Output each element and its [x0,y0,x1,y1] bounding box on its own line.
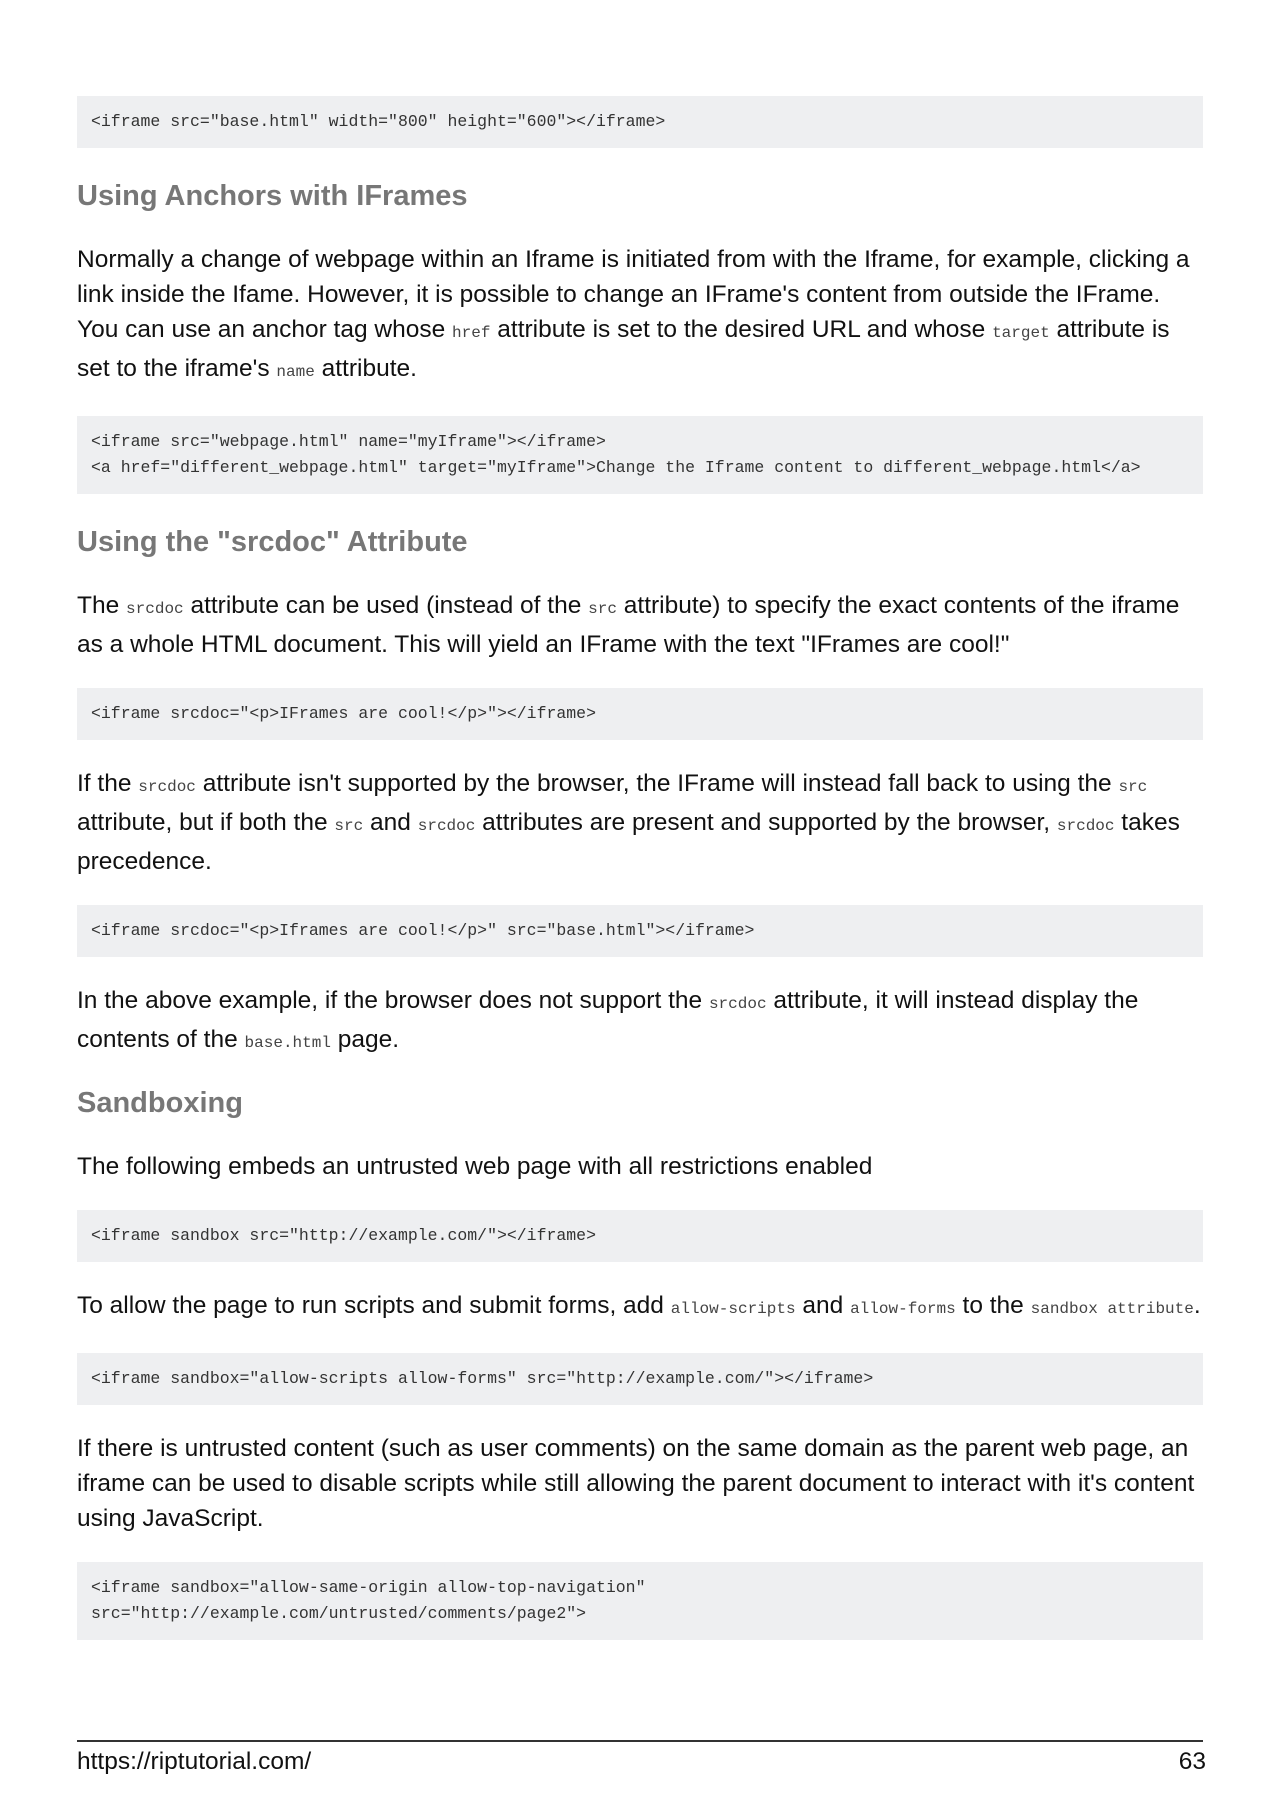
inline-code-sandbox-attribute: sandbox attribute [1030,1300,1194,1318]
inline-code-src: src [334,817,364,835]
code-block-iframe-basic: <iframe src="base.html" width="800" height="600"></iframe> [77,96,1203,148]
inline-code-name: name [276,363,315,381]
paragraph-srcdoc-fallback: If the srcdoc attribute isn't supported by the browser, the IFrame will instead fall back to using the src attribute, but if both the src and srcdoc attributes are present and supported by the browser, srcdoc takes precedence. [77,770,1180,875]
code-block-sandbox-allow: <iframe sandbox="allow-scripts allow-forms" src="http://example.com/"></iframe> [77,1353,1203,1405]
paragraph-anchors: Normally a change of webpage within an Iframe is initiated from with the Iframe, for example, clicking a link inside the Ifame. However, it is possible to change an IFrame's content from outside the IFrame. You can use an anchor tag whose href attribute is set to the desired URL and whose target attribute is set to the iframe's name attribute. [77,246,1190,382]
paragraph-srcdoc-example: In the above example, if the browser does not support the srcdoc attribute, it will instead display the contents of the base.html page. [77,987,1139,1053]
paragraph-srcdoc-intro: The srcdoc attribute can be used (instead of the src attribute) to specify the exact contents of the iframe as a whole HTML document. This will yield an IFrame with the text "IFrames are cool!" [77,592,1180,658]
code-block-sandbox-same-origin: <iframe sandbox="allow-same-origin allow-top-navigation" src="http://example.com/untrusted/comments/page2"> [77,1562,1203,1640]
heading-srcdoc: Using the "srcdoc" Attribute [77,526,468,558]
heading-sandboxing: Sandboxing [77,1087,243,1119]
code-block-sandbox: <iframe sandbox src="http://example.com/"></iframe> [77,1210,1203,1262]
inline-code-href: href [452,324,491,342]
inline-code-src: src [1118,778,1148,796]
document-page [77,96,1203,1640]
code-block-srcdoc-src: <iframe srcdoc="<p>Iframes are cool!</p>" src="base.html"></iframe> [77,905,1203,957]
heading-anchors: Using Anchors with IFrames [77,180,468,212]
paragraph-sandbox-allow: To allow the page to run scripts and submit forms, add allow-scripts and allow-forms to the sandbox attribute. [77,1292,1201,1319]
inline-code-target: target [992,324,1050,342]
inline-code-allow-forms: allow-forms [850,1300,956,1318]
inline-code-srcdoc: srcdoc [1056,817,1115,835]
inline-code-src: src [588,600,617,618]
code-block-srcdoc: <iframe srcdoc="<p>IFrames are cool!</p>"></iframe> [77,688,1203,740]
footer-url: https://riptutorial.com/ [77,1748,312,1775]
footer-divider [77,1740,1203,1742]
inline-code-srcdoc: srcdoc [417,817,476,835]
inline-code-srcdoc: srcdoc [126,600,184,618]
inline-code-srcdoc: srcdoc [138,778,196,796]
inline-code-allow-scripts: allow-scripts [670,1300,796,1318]
inline-code-base-html: base.html [244,1034,331,1052]
code-block-anchor-iframe: <iframe src="webpage.html" name="myIframe"></iframe> <a href="different_webpage.html" target="myIframe">Change the Iframe content to different_webpage.html</a> [77,416,1203,494]
inline-code-srcdoc: srcdoc [708,995,767,1013]
paragraph-sandbox-intro: The following embeds an untrusted web page with all restrictions enabled [77,1153,873,1180]
page-number: 63 [1178,1748,1206,1775]
paragraph-sandbox-untrusted: If there is untrusted content (such as user comments) on the same domain as the parent web page, an iframe can be used to disable scripts while still allowing the parent document to interact with it's content using JavaScript. [77,1435,1195,1532]
